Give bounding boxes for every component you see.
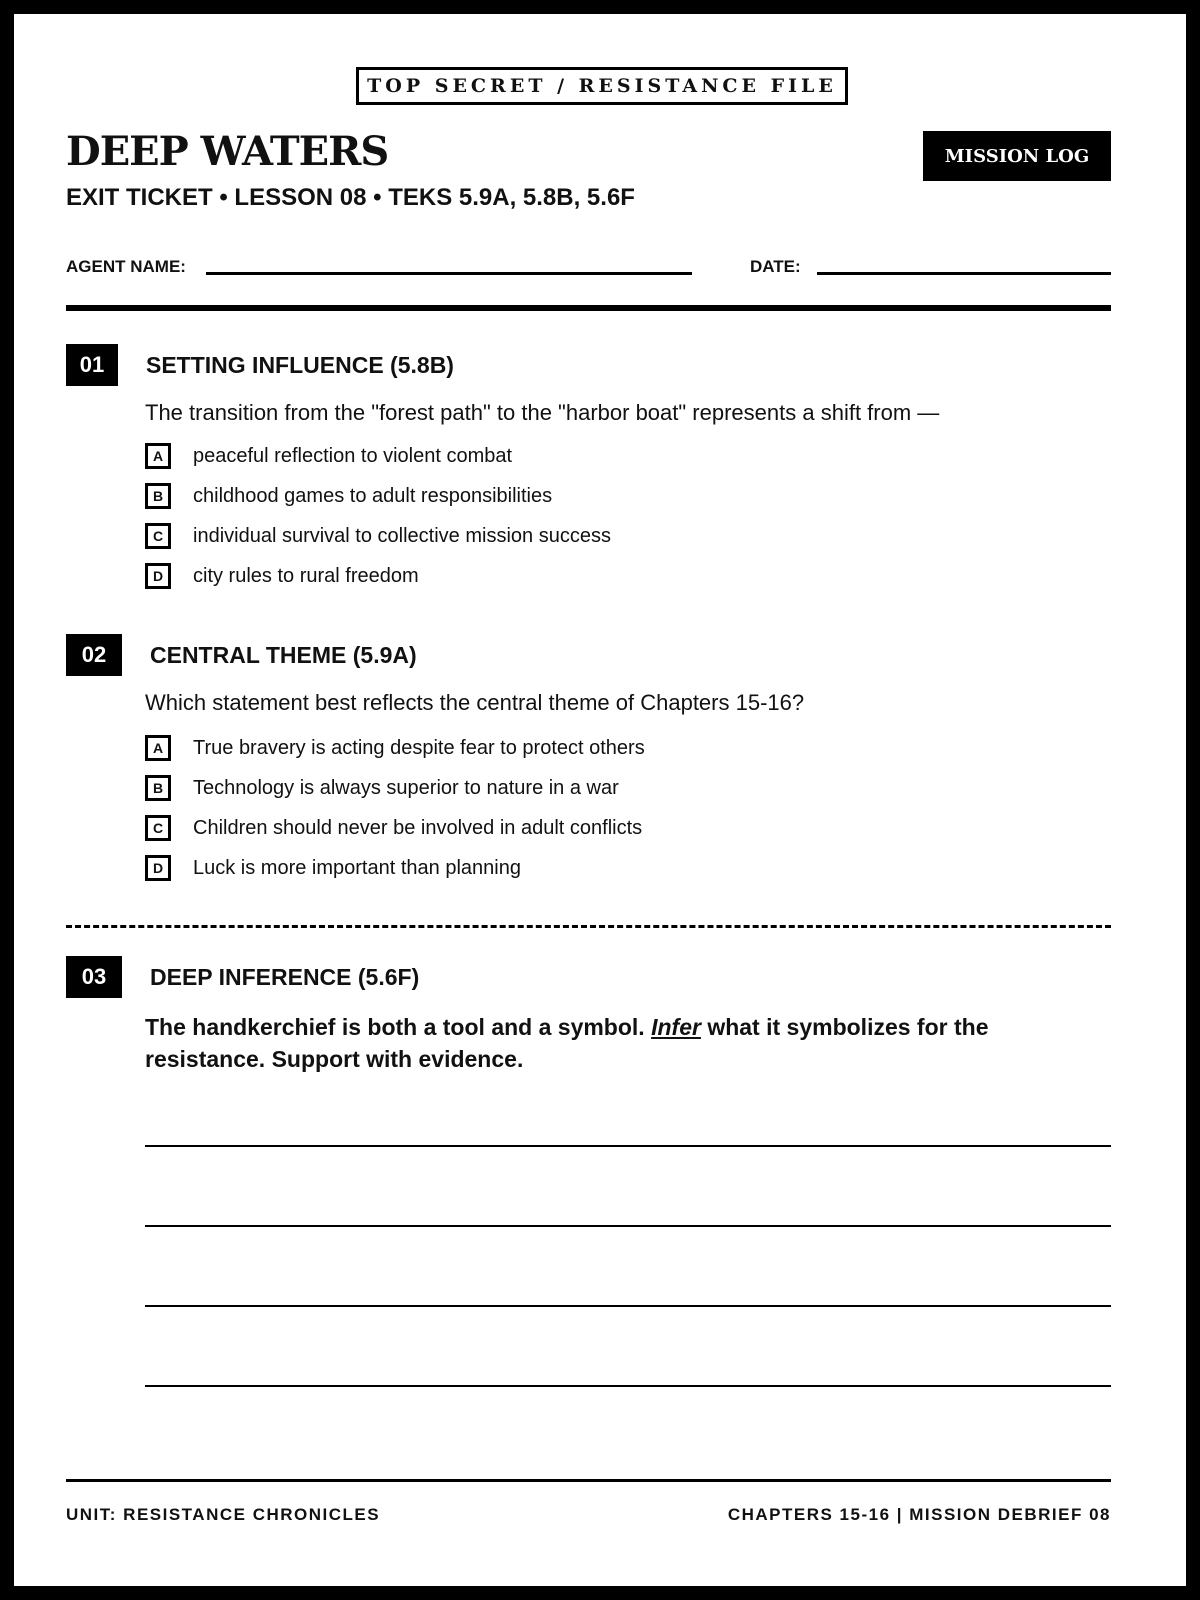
question-2-option-d[interactable] bbox=[145, 852, 521, 884]
question-2-heading: CENTRAL THEME (5.9A) bbox=[150, 642, 417, 668]
option-checkbox[interactable]: D bbox=[145, 855, 171, 881]
question-2-option-a[interactable] bbox=[145, 732, 645, 764]
section-divider bbox=[66, 925, 1111, 928]
option-text: True bravery is acting despite fear to protect others bbox=[193, 736, 645, 759]
question-2-option-c[interactable] bbox=[145, 812, 642, 844]
question-2-text: Which statement best reflects the central theme of Chapters 15-16? bbox=[145, 690, 805, 715]
question-3-prompt bbox=[145, 1011, 1085, 1075]
option-text: Luck is more important than planning bbox=[193, 856, 521, 879]
option-checkbox[interactable]: A bbox=[145, 443, 171, 469]
question-2-option-b[interactable] bbox=[145, 772, 619, 804]
option-checkbox[interactable]: C bbox=[145, 815, 171, 841]
question-1-option-d[interactable] bbox=[145, 560, 419, 592]
answer-line-1[interactable] bbox=[145, 1145, 1111, 1147]
question-2-number: 02 bbox=[66, 634, 122, 676]
date-field[interactable] bbox=[817, 272, 1111, 275]
page-subtitle: EXIT TICKET • LESSON 08 • TEKS 5.9A, 5.8B, 5.6F bbox=[66, 184, 635, 211]
option-text: Children should never be involved in adult conflicts bbox=[193, 816, 643, 839]
header-divider bbox=[66, 305, 1111, 311]
agent-name-label: AGENT NAME: bbox=[66, 257, 186, 276]
agent-name-field[interactable] bbox=[206, 272, 692, 275]
question-3-number: 03 bbox=[66, 956, 122, 998]
question-1-heading: SETTING INFLUENCE (5.8B) bbox=[146, 352, 454, 378]
question-1-option-c[interactable] bbox=[145, 520, 611, 552]
prompt-text-start: The handkerchief is both a tool and a symbol. bbox=[145, 1014, 645, 1040]
option-text: childhood games to adult responsibilities bbox=[193, 484, 553, 507]
date-label: DATE: bbox=[750, 257, 801, 276]
footer-divider bbox=[66, 1479, 1111, 1482]
question-1-text: The transition from the "forest path" to the "harbor boat" represents a shift from — bbox=[145, 400, 940, 425]
option-text: individual survival to collective mission success bbox=[193, 524, 611, 547]
option-text: peaceful reflection to violent combat bbox=[193, 444, 513, 467]
question-1-option-a[interactable] bbox=[145, 440, 512, 472]
answer-line-2[interactable] bbox=[145, 1225, 1111, 1227]
option-checkbox[interactable]: C bbox=[145, 523, 171, 549]
worksheet-page bbox=[14, 14, 1186, 1586]
prompt-text-end: what it symbolizes for the resistance. Support with evidence. bbox=[145, 1014, 989, 1072]
answer-line-4[interactable] bbox=[145, 1385, 1111, 1387]
footer-unit: UNIT: RESISTANCE CHRONICLES bbox=[66, 1505, 381, 1524]
option-checkbox[interactable]: B bbox=[145, 483, 171, 509]
option-checkbox[interactable]: B bbox=[145, 775, 171, 801]
question-1-number: 01 bbox=[66, 344, 118, 386]
question-1-option-b[interactable] bbox=[145, 480, 552, 512]
footer-chapters: CHAPTERS 15-16 | MISSION DEBRIEF 08 bbox=[727, 1505, 1111, 1524]
option-checkbox[interactable]: A bbox=[145, 735, 171, 761]
option-text: Technology is always superior to nature in a war bbox=[193, 776, 619, 799]
prompt-emphasis: Infer bbox=[651, 1014, 701, 1040]
mission-log-button[interactable]: MISSION LOG bbox=[923, 131, 1111, 181]
page-title: DEEP WATERS bbox=[66, 128, 389, 175]
classification-stamp: TOP SECRET / RESISTANCE FILE bbox=[356, 67, 848, 105]
option-text: city rules to rural freedom bbox=[193, 564, 419, 587]
question-3-heading: DEEP INFERENCE (5.6F) bbox=[150, 964, 420, 990]
option-checkbox[interactable]: D bbox=[145, 563, 171, 589]
answer-line-3[interactable] bbox=[145, 1305, 1111, 1307]
